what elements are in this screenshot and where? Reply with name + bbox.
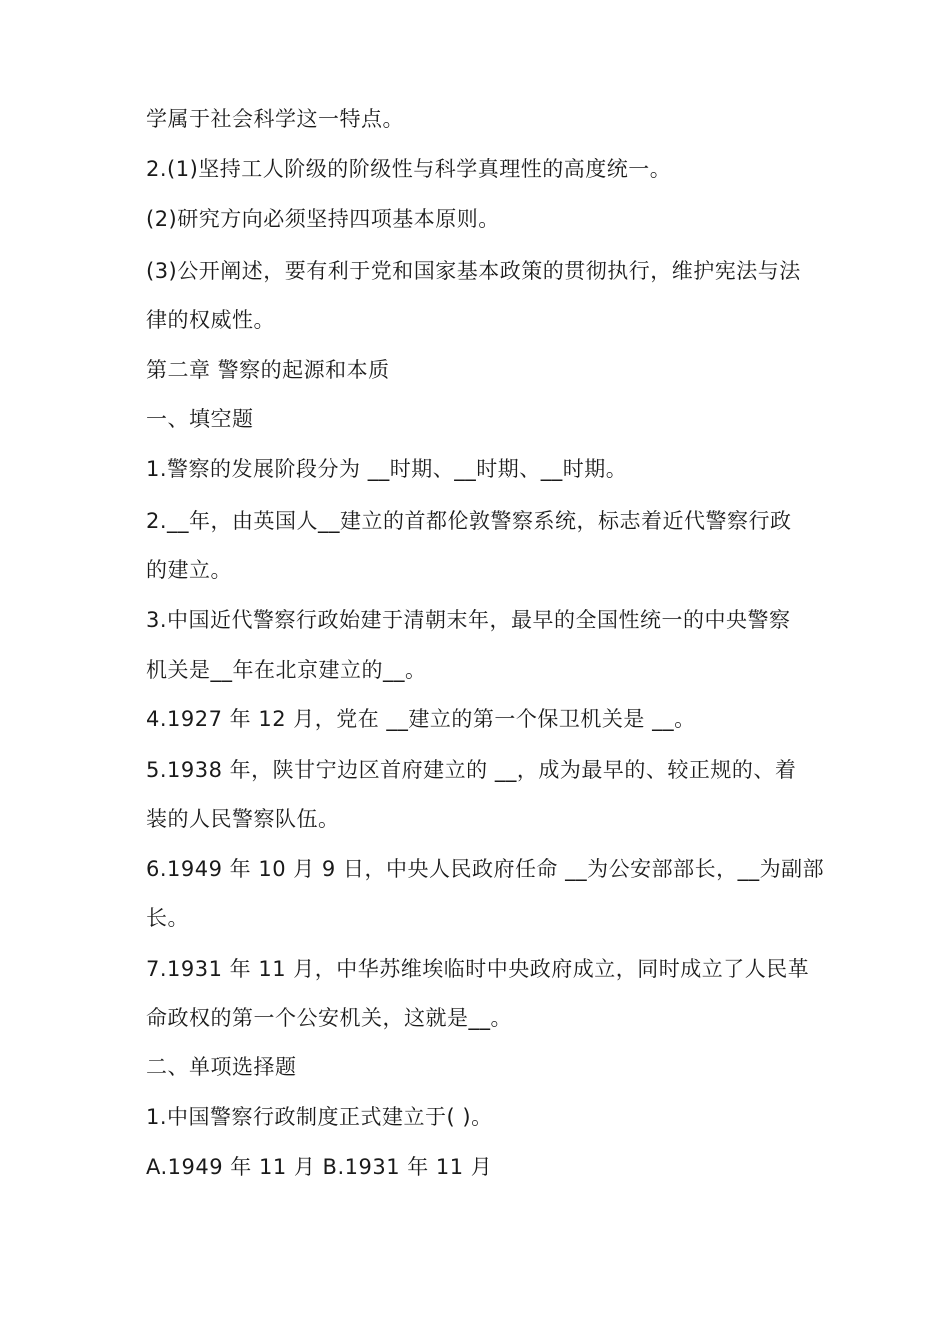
question-line: 长。 <box>146 906 189 930</box>
question-line: 装的人民警察队伍。 <box>146 807 340 831</box>
text-line: 2.(1)坚持工人阶级的阶级性与科学真理性的高度统一。 <box>146 157 672 181</box>
section-heading: 一、填空题 <box>146 407 254 431</box>
answer-options: A.1949 年 11 月 B.1931 年 11 月 <box>146 1155 493 1179</box>
question-line: 1.中国警察行政制度正式建立于( )。 <box>146 1105 493 1129</box>
section-heading: 二、单项选择题 <box>146 1055 297 1079</box>
question-line: 机关是__年在北京建立的__。 <box>146 658 427 682</box>
text-line: (2)研究方向必须坚持四项基本原则。 <box>146 207 500 231</box>
question-line: 5.1938 年，陕甘宁边区首府建立的 __，成为最早的、较正规的、着 <box>146 758 797 782</box>
question-line: 3.中国近代警察行政始建于清朝末年，最早的全国性统一的中央警察 <box>146 608 791 632</box>
question-line: 命政权的第一个公安机关，这就是__。 <box>146 1006 512 1030</box>
question-line: 6.1949 年 10 月 9 日，中央人民政府任命 __为公安部部长，__为副部 <box>146 857 825 881</box>
question-line: 4.1927 年 12 月，党在 __建立的第一个保卫机关是 __。 <box>146 707 696 731</box>
chapter-heading: 第二章 警察的起源和本质 <box>146 358 390 382</box>
question-line: 7.1931 年 11 月，中华苏维埃临时中央政府成立，同时成立了人民革 <box>146 957 810 981</box>
question-line: 1.警察的发展阶段分为 __时期、__时期、__时期。 <box>146 457 628 481</box>
text-line: 学属于社会科学这一特点。 <box>146 107 404 131</box>
question-line: 的建立。 <box>146 558 232 582</box>
text-line: (3)公开阐述，要有利于党和国家基本政策的贯彻执行，维护宪法与法 <box>146 259 801 283</box>
question-line: 2.__年，由英国人__建立的首都伦敦警察系统，标志着近代警察行政 <box>146 509 792 533</box>
text-line: 律的权威性。 <box>146 308 275 332</box>
